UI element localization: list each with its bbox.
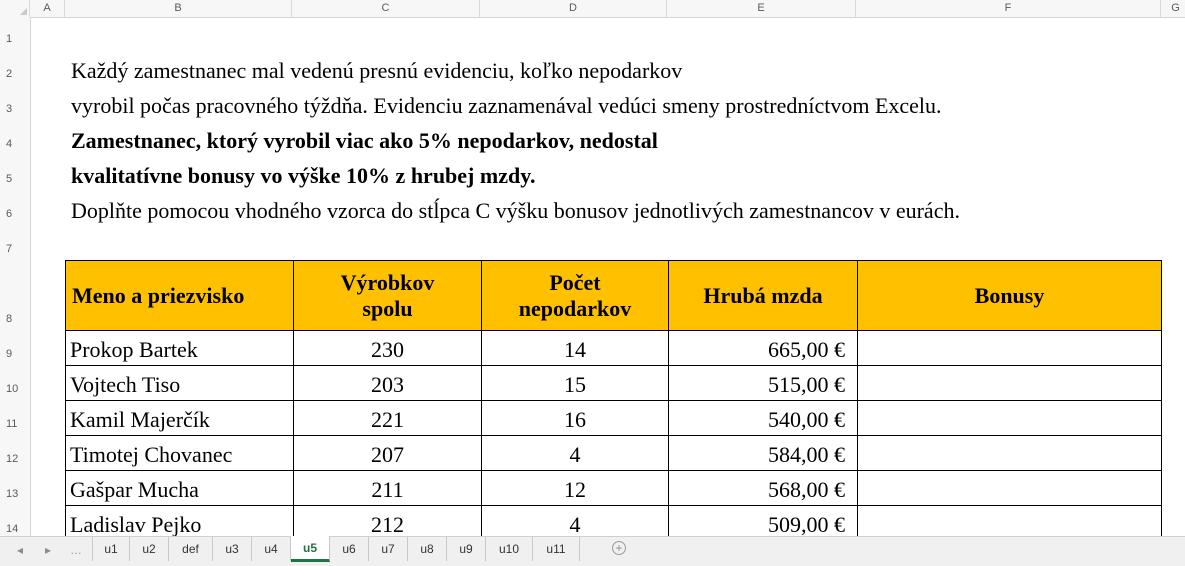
- table-row-3-bonus[interactable]: [857, 400, 1162, 435]
- tab-u5[interactable]: u5: [291, 536, 330, 562]
- column-header-g[interactable]: G: [1161, 0, 1185, 17]
- table-row-2-name[interactable]: Vojtech Tiso: [65, 365, 293, 400]
- table-row-3-name[interactable]: Kamil Majerčík: [65, 400, 293, 435]
- table-row-6-name[interactable]: Ladislav Pejko: [65, 505, 293, 536]
- scroll-tabs-right-icon[interactable]: ▸: [44, 543, 52, 557]
- sheet-tab-bar: [0, 536, 1185, 566]
- table-row-1-bonus[interactable]: [857, 330, 1162, 365]
- table-row-4-bonus[interactable]: [857, 435, 1162, 470]
- instruction-line-2[interactable]: Každý zamestnanec mal vedenú presnú evidenciu, koľko nepodarkov: [71, 58, 683, 83]
- tab-u4[interactable]: u4: [252, 537, 291, 561]
- table-row-4-defects[interactable]: 4: [481, 435, 668, 470]
- header-produced[interactable]: [293, 260, 481, 330]
- header-bonus[interactable]: [857, 260, 1162, 330]
- table-row-1-wage[interactable]: 665,00 €: [668, 330, 857, 365]
- row-header-5[interactable]: 5: [6, 173, 13, 185]
- column-header-bar: [0, 0, 1185, 18]
- header-produced-line-1: Výrobkov: [340, 269, 435, 295]
- column-header-a[interactable]: A: [30, 0, 65, 17]
- tab-u2[interactable]: u2: [130, 537, 169, 561]
- column-header-b[interactable]: B: [65, 0, 292, 17]
- table-row-1-defects[interactable]: 14: [481, 330, 668, 365]
- column-header-e[interactable]: E: [667, 0, 856, 17]
- table-row-1-produced[interactable]: 230: [293, 330, 481, 365]
- header-defects-line-2: nepodarkov: [518, 295, 632, 321]
- table-row-2-produced[interactable]: 203: [293, 365, 481, 400]
- row-header-7[interactable]: 7: [6, 243, 13, 255]
- table-row-5-defects[interactable]: 12: [481, 470, 668, 505]
- instruction-line-4[interactable]: Zamestnanec, ktorý vyrobil viac ako 5% nepodarkov, nedostal: [71, 128, 658, 153]
- row-header-6[interactable]: 6: [6, 208, 13, 220]
- instruction-line-6[interactable]: Doplňte pomocou vhodného vzorca do stĺpca C výšku bonusov jednotlivých zamestnancov v eurách.: [71, 198, 960, 223]
- tab-def[interactable]: def: [169, 537, 213, 561]
- row-header-14[interactable]: 14: [6, 523, 19, 535]
- table-row-6-bonus[interactable]: [857, 505, 1162, 536]
- row-header-12[interactable]: 12: [6, 453, 19, 465]
- table-row-2-bonus[interactable]: [857, 365, 1162, 400]
- add-sheet-icon[interactable]: +: [612, 541, 626, 555]
- row-header-bar: [0, 17, 31, 536]
- table-row-3-wage[interactable]: 540,00 €: [668, 400, 857, 435]
- row-header-13[interactable]: 13: [6, 488, 19, 500]
- row-header-4[interactable]: 4: [6, 138, 13, 150]
- table-row-5-produced[interactable]: 211: [293, 470, 481, 505]
- tab-u3[interactable]: u3: [213, 537, 252, 561]
- header-defects-line-1: Počet: [549, 269, 601, 295]
- row-header-10[interactable]: 10: [6, 383, 19, 395]
- select-all-corner[interactable]: [0, 0, 30, 17]
- table-row-4-produced[interactable]: 207: [293, 435, 481, 470]
- row-header-11[interactable]: 11: [6, 418, 18, 430]
- column-header-c[interactable]: C: [292, 0, 480, 17]
- tab-u11[interactable]: u11: [533, 537, 580, 561]
- row-header-8[interactable]: 8: [6, 313, 13, 325]
- column-header-f[interactable]: F: [856, 0, 1161, 17]
- header-wage[interactable]: [668, 260, 857, 330]
- table-row-2-wage[interactable]: 515,00 €: [668, 365, 857, 400]
- table-row-1-name[interactable]: Prokop Bartek: [65, 330, 293, 365]
- row-header-3[interactable]: 3: [6, 103, 13, 115]
- header-defects[interactable]: [481, 260, 668, 330]
- header-produced-line-2: spolu: [362, 295, 413, 321]
- more-tabs-icon[interactable]: …: [70, 543, 82, 557]
- header-wage-label: Hrubá mzda: [703, 282, 823, 308]
- table-row-6-produced[interactable]: 212: [293, 505, 481, 536]
- tab-u10[interactable]: u10: [486, 537, 533, 561]
- instruction-line-3[interactable]: vyrobil počas pracovného týždňa. Evidenciu zaznamenával vedúci smeny prostredníctvom Excelu.: [71, 93, 942, 118]
- table-row-3-produced[interactable]: 221: [293, 400, 481, 435]
- header-bonus-label: Bonusy: [974, 282, 1045, 308]
- table-row-2-defects[interactable]: 15: [481, 365, 668, 400]
- data-table: [65, 260, 1162, 536]
- tab-u1[interactable]: u1: [92, 537, 130, 561]
- tab-u7[interactable]: u7: [369, 537, 408, 561]
- header-name-label: Meno a priezvisko: [72, 282, 245, 308]
- table-row-3-defects[interactable]: 16: [481, 400, 668, 435]
- row-header-9[interactable]: 9: [6, 348, 13, 360]
- table-row-6-wage[interactable]: 509,00 €: [668, 505, 857, 536]
- column-header-d[interactable]: D: [480, 0, 667, 17]
- tab-u8[interactable]: u8: [408, 537, 447, 561]
- row-header-2[interactable]: 2: [6, 68, 13, 80]
- scroll-tabs-left-icon[interactable]: ◂: [16, 543, 24, 557]
- table-row-5-wage[interactable]: 568,00 €: [668, 470, 857, 505]
- table-row-4-wage[interactable]: 584,00 €: [668, 435, 857, 470]
- table-row-5-name[interactable]: Gašpar Mucha: [65, 470, 293, 505]
- table-row-6-defects[interactable]: 4: [481, 505, 668, 536]
- instruction-line-5[interactable]: kvalitatívne bonusy vo výške 10% z hrubej mzdy.: [71, 163, 536, 188]
- tab-u9[interactable]: u9: [447, 537, 486, 561]
- header-name[interactable]: [65, 260, 293, 330]
- table-row-4-name[interactable]: Timotej Chovanec: [65, 435, 293, 470]
- table-row-5-bonus[interactable]: [857, 470, 1162, 505]
- tab-u6[interactable]: u6: [330, 537, 369, 561]
- row-header-1[interactable]: 1: [6, 33, 13, 45]
